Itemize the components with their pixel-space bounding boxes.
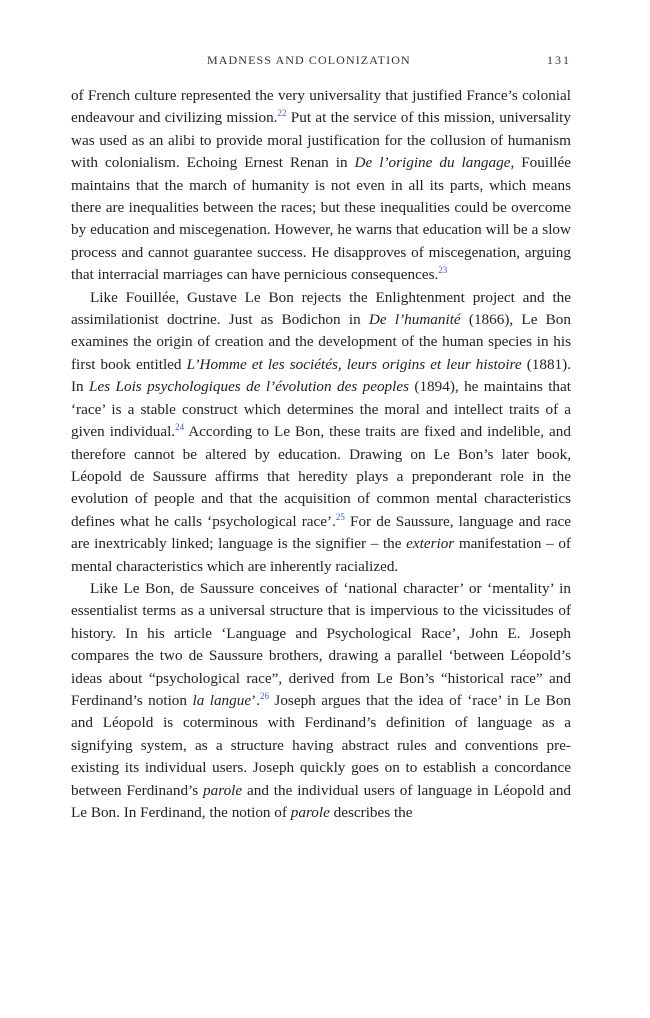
text-run: describes the [329,804,413,821]
text-run: manifestation – of mental characteristics which are inherently racialized. [71,535,571,575]
footnote-ref[interactable]: 23 [438,265,448,276]
italic-title: exterior [406,535,455,553]
italic-title: De l’humanité [368,311,461,329]
italic-title: parole [203,781,243,799]
text-run: (1866), Le Bon examines the origin of creation and the development of the human species in his first book entitled [71,311,571,373]
text-run: (1881). In [71,355,571,396]
body-text [71,85,571,824]
footnote-ref[interactable]: 22 [277,108,287,119]
italic-title: Les Lois psychologiques de l’évolution des peoples [89,378,410,396]
paragraph [71,578,571,824]
text-run: Joseph argues that the idea of ‘race’ in Le Bon and Léopold is coterminous with Ferdinand’s definition of language as a signifying system, as a structure having abstract rules and conventions pre-existing its individual users. Joseph quickly goes on to establish a concordance between Ferdinand’s [71,691,572,799]
italic-title: De l’origine du langage [354,154,511,172]
paragraph [71,85,571,287]
text-run: Like Fouillée, Gustave Le Bon rejects the Enlightenment project and the assimilationist doctrine. Just as Bodichon in [71,288,571,329]
text-run: (1894), he maintains that ‘race’ is a stable construct which determines the moral and intellect traits of a given individual. [71,378,571,441]
running-head [71,48,571,72]
italic-title: L’Homme et les sociétés, leurs origins et leur histoire [186,355,522,373]
text-run: Like Le Bon, de Saussure conceives of ‘national character’ or ‘mentality’ in essentialist terms as a universal structure that is impervious to the vicissitudes of history. In his article ‘Language and Psychological Race’, John E. Joseph compares the two de Saussure brothers, drawing a parallel ‘between Léopold’s ideas about “psychological race”, derived from Le Bon’s “historical race” and Ferdinand’s notion [71,579,571,709]
running-title: MADNESS AND COLONIZATION [207,53,411,67]
text-run: For de Saussure, language and race are inextricably linked; language is the signifier – the [71,512,572,553]
footnote-ref[interactable]: 24 [175,422,185,433]
footnote-ref[interactable]: 26 [259,690,269,701]
book-page [71,48,571,824]
italic-title: parole [290,804,330,821]
text-run: Put at the service of this mission, universality was used as an alibi to provide moral justification for the collusion of humanism with colonialism. Echoing Ernest Renan in [71,109,571,172]
page-number: 131 [547,53,571,67]
text-run: ’. [251,691,260,709]
paragraph [71,287,571,578]
footnote-ref[interactable]: 25 [335,511,345,522]
text-run: of French culture represented the very universality that justified France’s colonial endeavour and civilizing mission. [71,87,571,127]
text-run: According to Le Bon, these traits are fixed and indelible, and therefore cannot be altered by education. Drawing on Le Bon’s later book, Léopold de Saussure affirms that heredity plays a preponderant role in the evolution of people and that the acquisition of common mental characteristics defines what he calls ‘psychological race’. [71,423,571,530]
text-run: and the individual users of language in Léopold and Le Bon. In Ferdinand, the notion of [71,781,572,821]
text-run: , Fouillée maintains that the march of humanity is not even in all its parts, which means there are inequalities between the races; but these inequalities could be overcome by education and miscegenation. However, he warns that education will be a slow process and cannot guarantee success. He disapproves of miscegenation, arguing that interracial marriages can have pernicious consequences. [71,154,571,284]
italic-title: la langue [192,691,252,709]
